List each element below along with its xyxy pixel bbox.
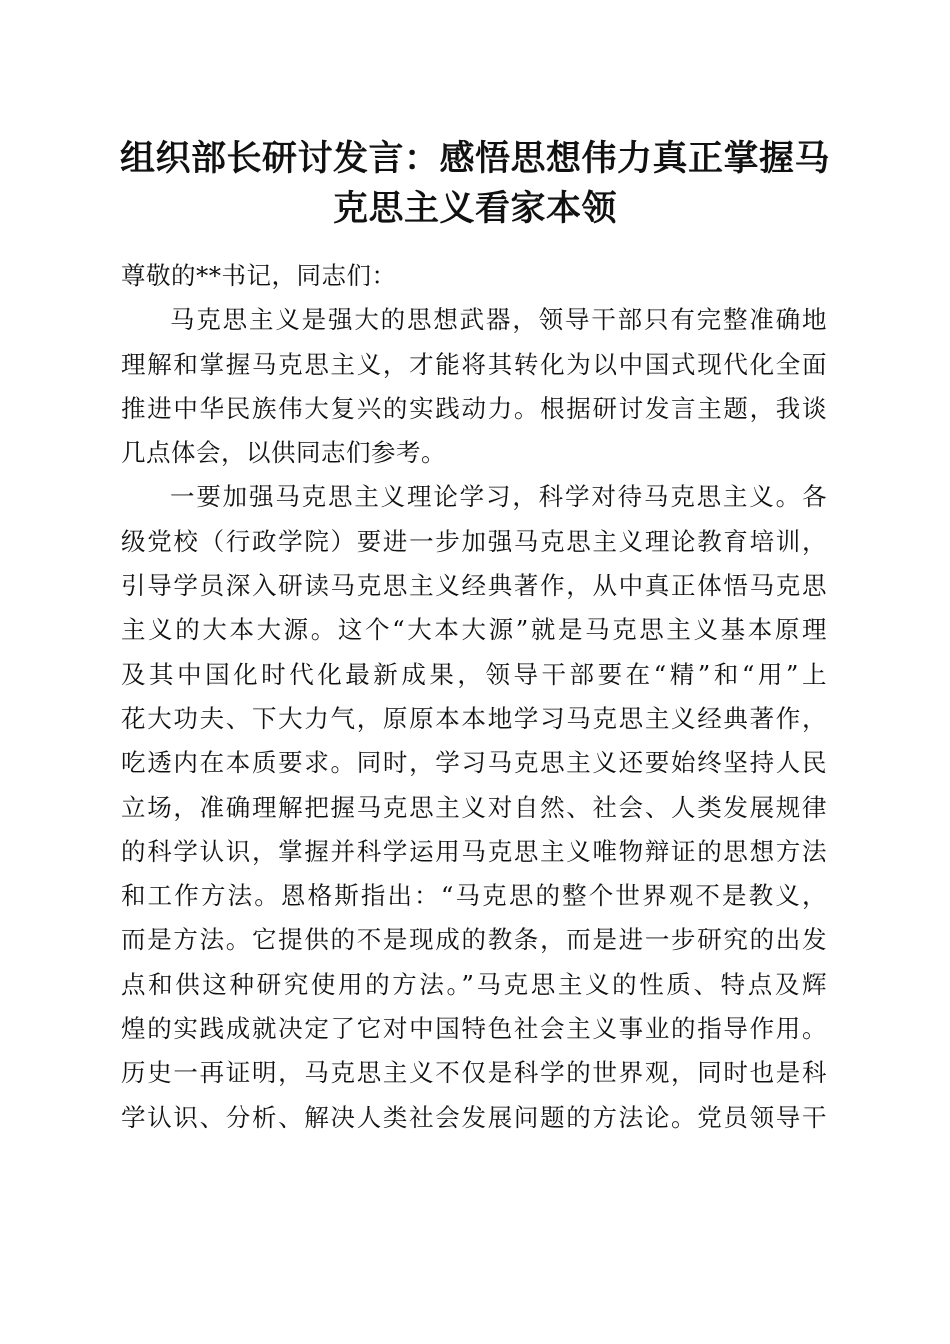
- paragraph-line: 理解和掌握马克思主义，才能将其转化为以中国式现代化全面: [121, 349, 827, 379]
- paragraph-line: 而是方法。它提供的不是现成的教条，而是进一步研究的出发: [121, 925, 827, 955]
- paragraph-line: 推进中华民族伟大复兴的实践动力。根据研讨发言主题，我谈: [121, 393, 827, 423]
- paragraph-line: 花大功夫、下大力气，原原本本地学习马克思主义经典著作，: [121, 703, 827, 733]
- title-line: 克思主义看家本领: [332, 189, 617, 229]
- paragraph-line: 级党校（行政学院）要进一步加强马克思主义理论教育培训，: [121, 526, 827, 556]
- paragraph-line: 马克思主义是强大的思想武器，领导干部只有完整准确地: [170, 305, 827, 335]
- paragraph-line: 一要加强马克思主义理论学习，科学对待马克思主义。各: [170, 482, 827, 512]
- paragraph-line: 吃透内在本质要求。同时，学习马克思主义还要始终坚持人民: [121, 748, 827, 778]
- paragraph-line: 主义的大本大源。这个“大本大源”就是马克思主义基本原理: [121, 615, 827, 645]
- paragraph-line: 煌的实践成就决定了它对中国特色社会主义事业的指导作用。: [121, 1014, 827, 1044]
- paragraph-line: 的科学认识，掌握并科学运用马克思主义唯物辩证的思想方法: [121, 836, 827, 866]
- paragraph-line: 几点体会，以供同志们参考。: [121, 438, 446, 468]
- document-title: [110, 134, 840, 234]
- paragraph-line: 历史一再证明，马克思主义不仅是科学的世界观，同时也是科: [121, 1058, 827, 1088]
- document-body: [121, 254, 827, 1140]
- title-line: 组织部长研讨发言：感悟思想伟力真正掌握马: [119, 139, 830, 179]
- paragraph-line: 点和供这种研究使用的方法。”马克思主义的性质、特点及辉: [121, 969, 827, 999]
- paragraph-line: 引导学员深入研读马克思主义经典著作，从中真正体悟马克思: [121, 571, 827, 601]
- paragraph-line: 及其中国化时代化最新成果，领导干部要在“精”和“用”上: [121, 659, 827, 689]
- paragraph-line: 学认识、分析、解决人类社会发展问题的方法论。党员领导干: [121, 1102, 827, 1132]
- paragraph-line: 和工作方法。恩格斯指出：“马克思的整个世界观不是教义，: [121, 881, 827, 911]
- salutation: 尊敬的**书记，同志们：: [121, 261, 397, 290]
- paragraph-line: 立场，准确理解把握马克思主义对自然、社会、人类发展规律: [121, 792, 827, 822]
